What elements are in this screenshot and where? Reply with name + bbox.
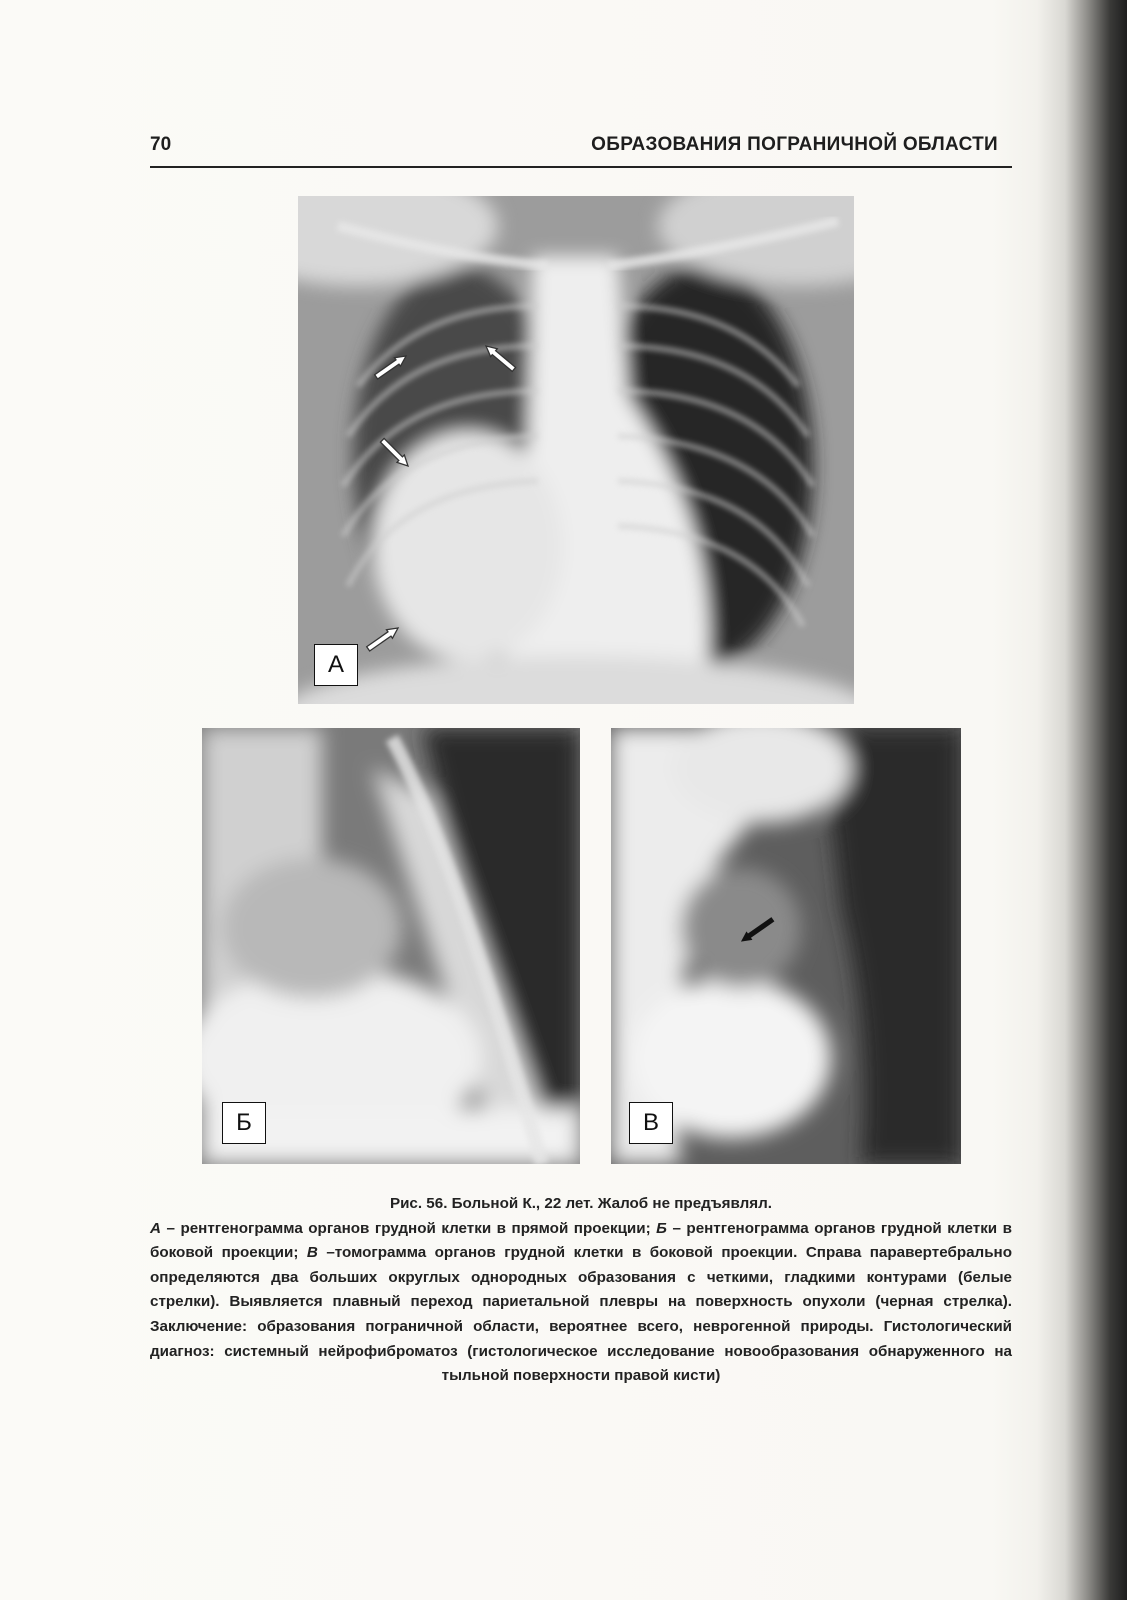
caption-text-a: – рентгенограмма органов грудной клетки в прямой проекции; <box>160 1219 657 1237</box>
xray-b-image <box>202 728 580 1164</box>
panel-label-a: А <box>314 644 358 686</box>
caption-body <box>150 1217 1012 1389</box>
xray-c-image <box>611 728 961 1164</box>
page-header <box>150 132 1012 168</box>
page-number: 70 <box>150 134 172 155</box>
caption-label-c: В <box>306 1244 318 1262</box>
xray-figure-c <box>611 728 961 1164</box>
caption-label-a: А <box>150 1219 161 1237</box>
xray-figure-a <box>298 196 854 704</box>
running-title: ОБРАЗОВАНИЯ ПОГРАНИЧНОЙ ОБЛАСТИ <box>591 134 998 155</box>
panel-label-c: В <box>629 1102 673 1144</box>
figure-caption <box>150 1192 1012 1389</box>
caption-label-b: Б <box>656 1219 667 1237</box>
caption-title: Рис. 56. Больной К., 22 лет. Жалоб не предъявлял. <box>389 1195 773 1212</box>
caption-text-c: –томограмма органов грудной клетки в боковой проекции. Справа паравертебрально определяются два больших округлых однородных образования с четкими, гладкими контурами (белые стрелки). Выявляется плавный переход париетальной плевры на поверхность опухоли (черная стрелка). Заключение: образования пограничной области, вероятнее всего, неврогенной природы. Гистологический диагноз: системный нейрофиброматоз (гистологическое исследование новообразования обнаруженного на тыльной поверхности правой кисти) <box>150 1244 1012 1385</box>
panel-label-b: Б <box>222 1102 266 1144</box>
xray-figure-b <box>202 728 580 1164</box>
caption-text-b: – рентгенограмма органов грудной клетки в боковой проекции; <box>150 1219 1012 1262</box>
xray-a-image <box>298 196 854 704</box>
